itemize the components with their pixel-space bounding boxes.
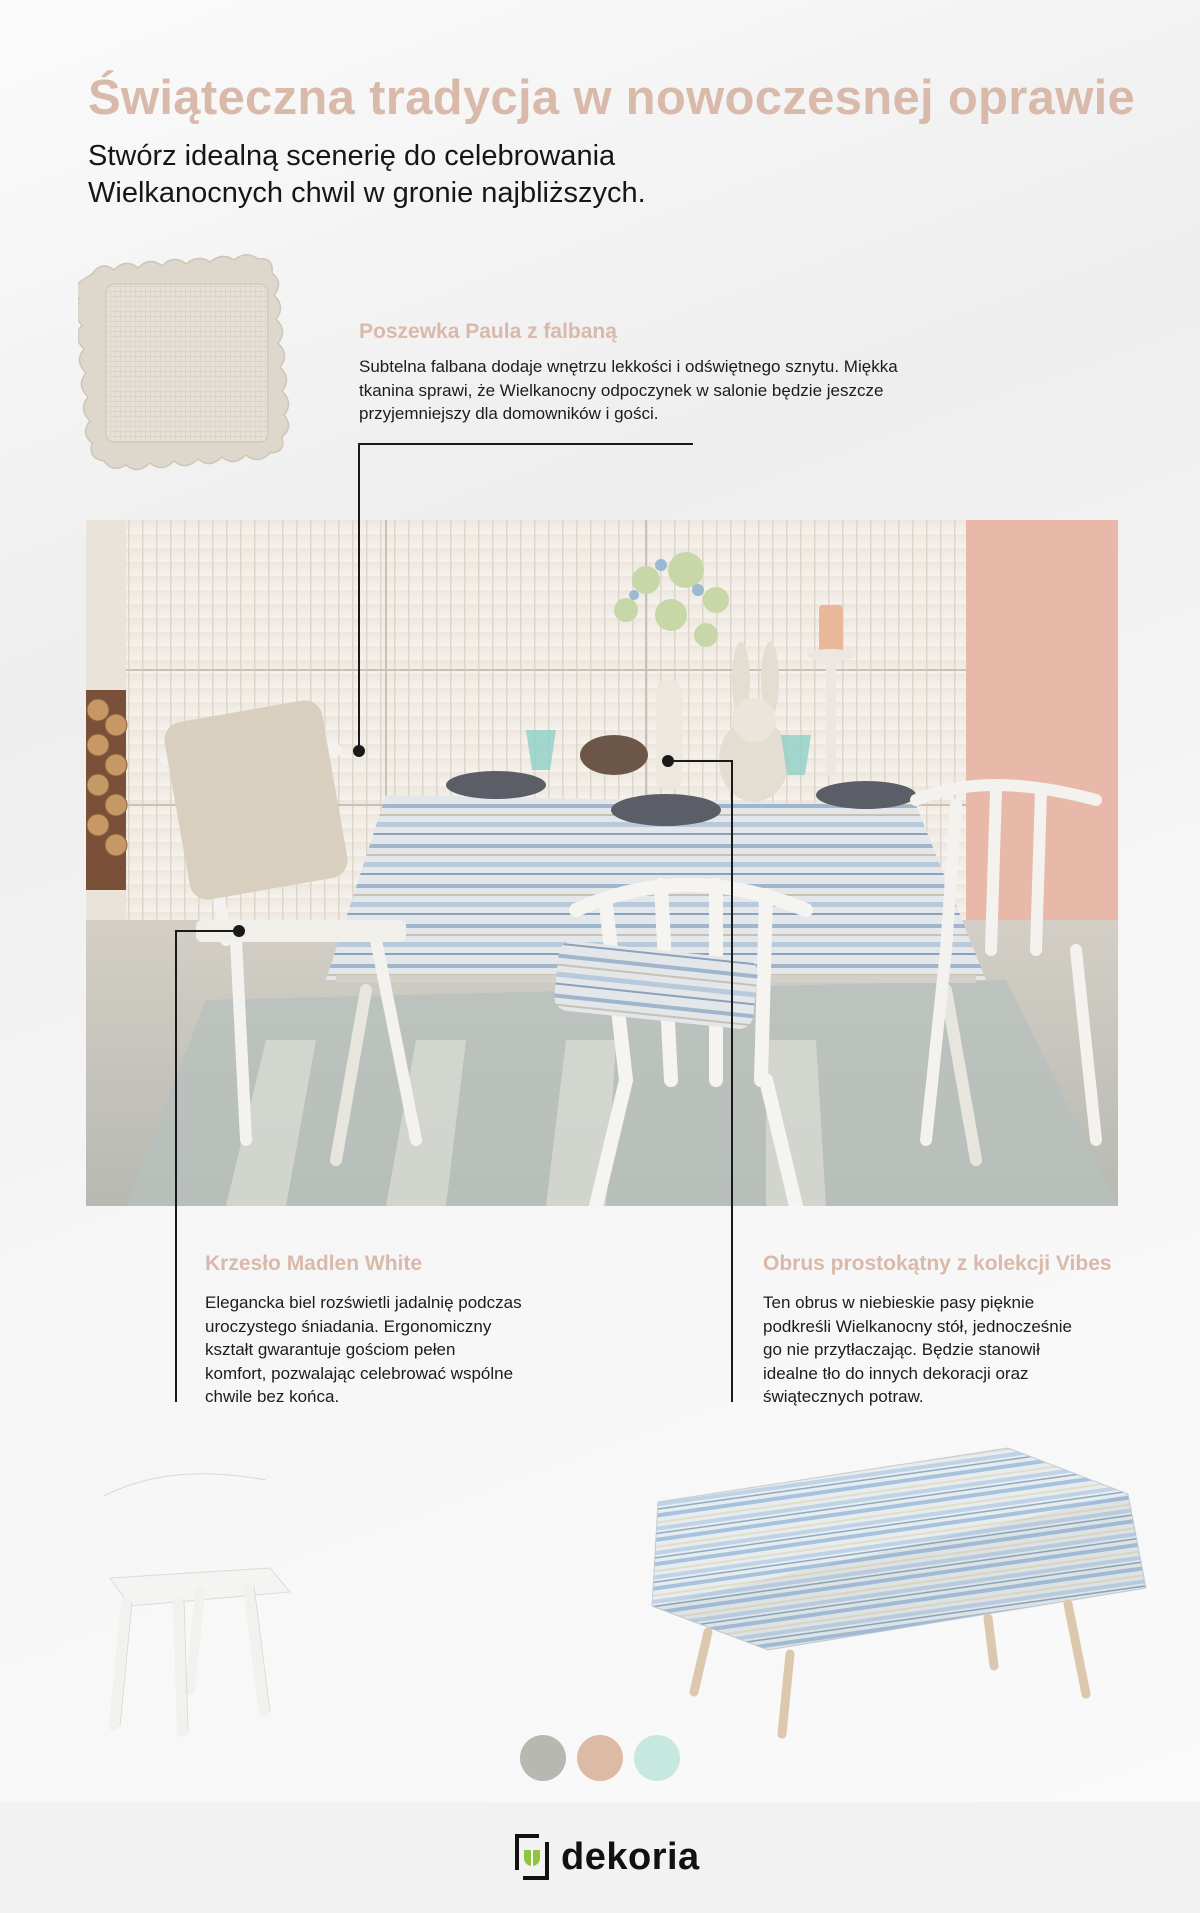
pillow-hotspot-dot[interactable] — [353, 745, 365, 757]
description-line: idealne tło do innych dekoracji oraz — [763, 1363, 1029, 1383]
pillow-product-image[interactable] — [78, 254, 296, 472]
pillow-connector-line — [358, 443, 360, 751]
subtitle-line: Wielkanocnych chwil w gronie najbliższych. — [88, 177, 646, 209]
page-subtitle — [88, 138, 646, 212]
chair-product-name: Krzesło Madlen White — [205, 1252, 423, 1275]
pillow-product-description — [359, 355, 898, 426]
dining-scene-photo — [86, 520, 1118, 1206]
tablecloth-product-description — [763, 1291, 1072, 1409]
tablecloth-connector-line — [731, 760, 733, 1402]
dekoria-logo-text: dekoria — [561, 1835, 700, 1878]
description-line: świątecznych potraw. — [763, 1387, 924, 1406]
color-swatch — [634, 1735, 680, 1781]
dekoria-logo[interactable] — [511, 1832, 700, 1882]
description-line: komfort, pozwalając celebrować wspólne — [205, 1363, 514, 1383]
chair-connector-line — [176, 930, 238, 932]
color-swatch — [520, 1735, 566, 1781]
description-line: Subtelna falbana dodaje wnętrzu lekkości i odświętnego sznytu. Miękka — [359, 357, 898, 376]
tablecloth-connector-line — [668, 760, 732, 762]
dekoria-logo-icon — [511, 1832, 553, 1882]
description-line: chwile bez końca. — [205, 1387, 340, 1406]
description-line: Ten obrus w niebieskie pasy pięknie — [763, 1293, 1035, 1312]
subtitle-line: Stwórz idealną scenerię do celebrowania — [88, 140, 616, 172]
page-title: Świąteczna tradycja w nowoczesnej oprawie — [88, 71, 1136, 125]
description-line: tkanina sprawi, że Wielkanocny odpoczynek w salonie będzie jeszcze — [359, 380, 884, 400]
color-swatch — [577, 1735, 623, 1781]
description-line: go nie przytłaczając. Będzie stanowił — [763, 1340, 1040, 1359]
tablecloth-product-name: Obrus prostokątny z kolekcji Vibes — [763, 1252, 1112, 1275]
description-line: uroczystego śniadania. Ergonomiczny — [205, 1316, 492, 1336]
chair-connector-line — [175, 930, 177, 1402]
description-line: podkreśli Wielkanocny stół, jednocześnie — [763, 1316, 1072, 1336]
chair-product-description — [205, 1291, 522, 1409]
description-line: Elegancka biel rozświetli jadalnię podczas — [205, 1293, 522, 1312]
pillow-product-name: Poszewka Paula z falbaną — [359, 320, 617, 343]
tablecloth-product-image[interactable] — [648, 1440, 1150, 1745]
chair-product-image[interactable] — [90, 1450, 310, 1740]
description-line: kształt gwarantuje gościom pełen — [205, 1340, 456, 1359]
description-line: przyjemniejszy dla domowników i gości. — [359, 404, 659, 423]
pillow-connector-line — [359, 443, 693, 445]
